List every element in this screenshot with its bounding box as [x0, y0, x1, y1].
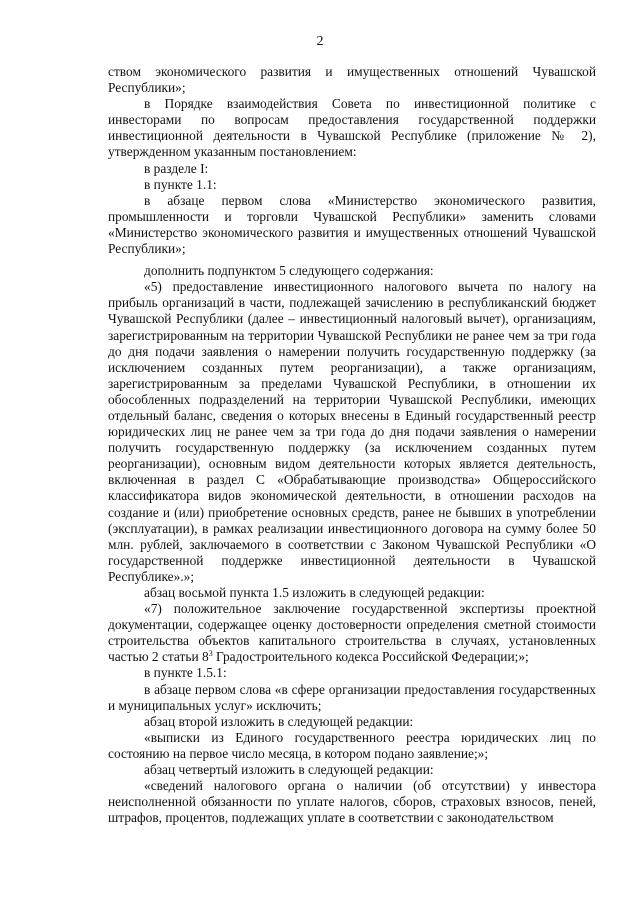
paragraph-10: в пункте 1.5.1:	[144, 665, 227, 681]
superscript-3: 3	[208, 649, 213, 659]
paragraph-4: в пункте 1.1:	[144, 176, 217, 192]
paragraph-6: дополнить подпунктом 5 следующего содержания:	[144, 263, 434, 279]
paragraph-7: «5) предоставление инвестиционного налогового вычета по налогу на прибыль организаций в части, подлежащей зачислению в республиканский бюджет Чувашской Республики (далее – инвестиционный налоговый вычет), организациям, зарегистрированным на территории Чувашской Республики не ранее чем за три года до дня подачи заявления о намерении получить государственную поддержку (за исключением созданных путем реорганизации), а также организациям, зарегистрированным за пределами Чувашской Республики, в отношении их обособленных подразделений на территории Чувашской Республики, имеющих отдельный баланс, сведения о которых внесены в Единый государственный реестр юридических лиц не ранее чем за три года до дня подачи заявления о намерении получить государственную поддержку (за исключением созданных путем реорганизации), основным видом деятельности которых является деятельность, включенная в раздел C «Обрабатывающие производства» Общероссийского классификатора видов экономической деятельности, в отношении расходов на создание и (или) приобретение основных средств, ранее не бывших в употреблении (эксплуатации), в рамках реализации инвестиционного договора на сумму более 50 млн. рублей, заключаемого в соответствии с Законом Чувашской Республики «О государственной поддержке инвестиционной деятельности в Чувашской Республике».»;	[108, 279, 596, 584]
paragraph-2: в Порядке взаимодействия Совета по инвестиционной политике с инвесторами по вопросам предоставления государственной поддержки инвестиционной деятельности в Чувашской Республике (приложение № 2), утвержденном указанным постановлением:	[108, 96, 596, 160]
document-body	[108, 64, 596, 826]
paragraph-3: в разделе I:	[144, 160, 209, 176]
page-number: 2	[316, 34, 324, 49]
paragraph-5: в абзаце первом слова «Министерство экономического развития, промышленности и торговли Чувашской Республики» заменить словами «Министерство экономического развития и имущественных отношений Чувашской Республики»;	[108, 192, 596, 257]
paragraph-14: абзац четвертый изложить в следующей редакции:	[144, 762, 434, 778]
paragraph-15: «сведений налогового органа о наличии (об отсутствии) у инвестора неисполненной обязанности по уплате налогов, сборов, страховых взносов, пеней, штрафов, процентов, подлежащих уплате в соответствии с законодательством	[108, 778, 596, 826]
paragraph-11: в абзаце первом слова «в сфере организации предоставления государственных и муниципальных услуг» исключить;	[108, 681, 596, 713]
paragraph-13: «выписки из Единого государственного реестра юридических лиц по состоянию на первое число месяца, в котором подано заявление;»;	[108, 729, 596, 761]
paragraph-9: «7) положительное заключение государственной экспертизы проектной документации, содержащее оценку достоверности определения сметной стоимости строительства объектов капитального строительства в случаях, установленных частью 2 статьи $8^3$ Градостроительного кодекса Российской Федерации;»;	[108, 601, 596, 665]
paragraph-1: ством экономического развития и имущественных отношений Чувашской Республики»;	[108, 64, 596, 96]
paragraph-8: абзац восьмой пункта 1.5 изложить в следующей редакции:	[144, 585, 485, 600]
paragraph-12: абзац второй изложить в следующей редакции:	[144, 713, 414, 729]
